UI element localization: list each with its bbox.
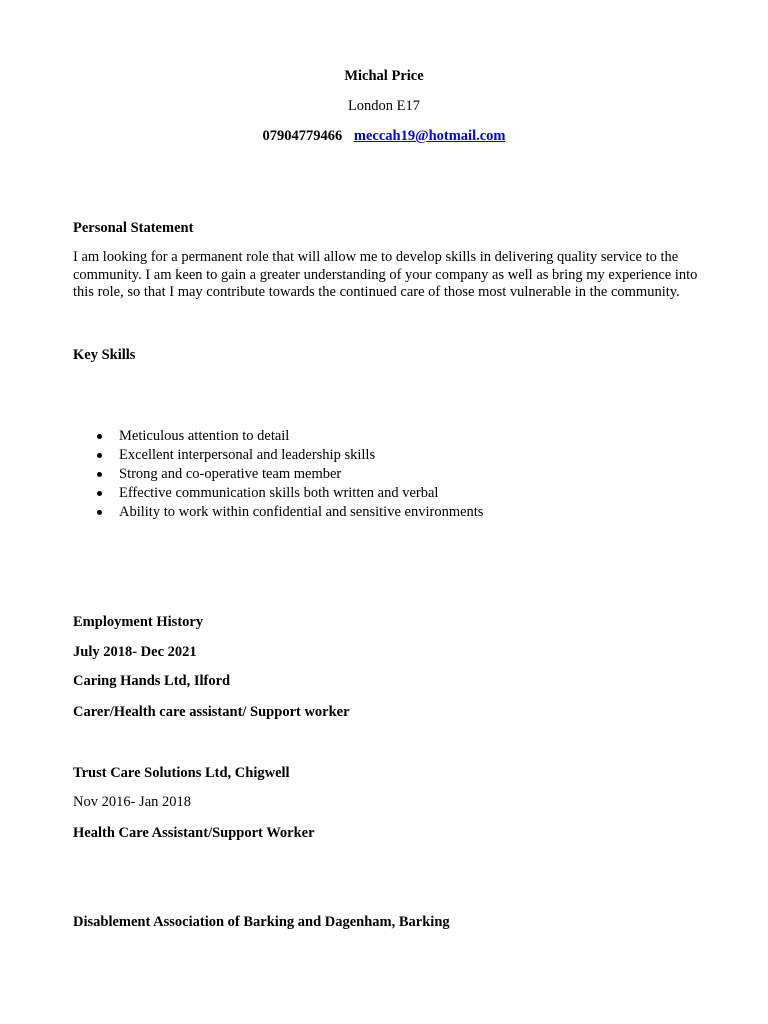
personal-statement-text: I am looking for a permanent role that will allow me to develop skills in delivering quality service to the community. I am keen to gain a greater understanding of your company as well as bring my experience into this role, so that I may contribute towards the continued care of those most vulnerable in the community. [73, 249, 698, 300]
job-1-dates: July 2018- Dec 2021 [73, 644, 197, 660]
job-2-company: Trust Care Solutions Ltd, Chigwell [73, 765, 290, 781]
key-skills-list [73, 427, 483, 522]
bullet-icon [97, 510, 102, 515]
bullet-icon [97, 491, 102, 496]
candidate-location: London E17 [347, 98, 421, 114]
job-2-role: Health Care Assistant/Support Worker [73, 825, 315, 841]
list-item: Excellent interpersonal and leadership skills [73, 446, 483, 465]
list-item: Meticulous attention to detail [73, 427, 483, 446]
phone-number: 07904779466 [262, 128, 343, 144]
job-3-company: Disablement Association of Barking and Dagenham, Barking [73, 914, 450, 930]
candidate-name: Michal Price [344, 68, 424, 84]
employment-history-heading: Employment History [73, 614, 204, 630]
contact-line [0, 127, 768, 145]
list-item: Effective communication skills both written and verbal [73, 484, 483, 503]
key-skills-heading: Key Skills [73, 347, 136, 363]
bullet-icon [97, 472, 102, 477]
list-item: Ability to work within confidential and sensitive environments [73, 503, 483, 522]
job-1-company: Caring Hands Ltd, Ilford [73, 673, 231, 689]
list-item: Strong and co-operative team member [73, 465, 483, 484]
bullet-icon [97, 434, 102, 439]
email-link[interactable]: meccah19@hotmail.com [353, 128, 506, 144]
job-1-role: Carer/Health care assistant/ Support worker [73, 704, 350, 720]
personal-statement-heading: Personal Statement [73, 220, 194, 236]
bullet-icon [97, 453, 102, 458]
job-2-dates: Nov 2016- Jan 2018 [73, 794, 192, 810]
